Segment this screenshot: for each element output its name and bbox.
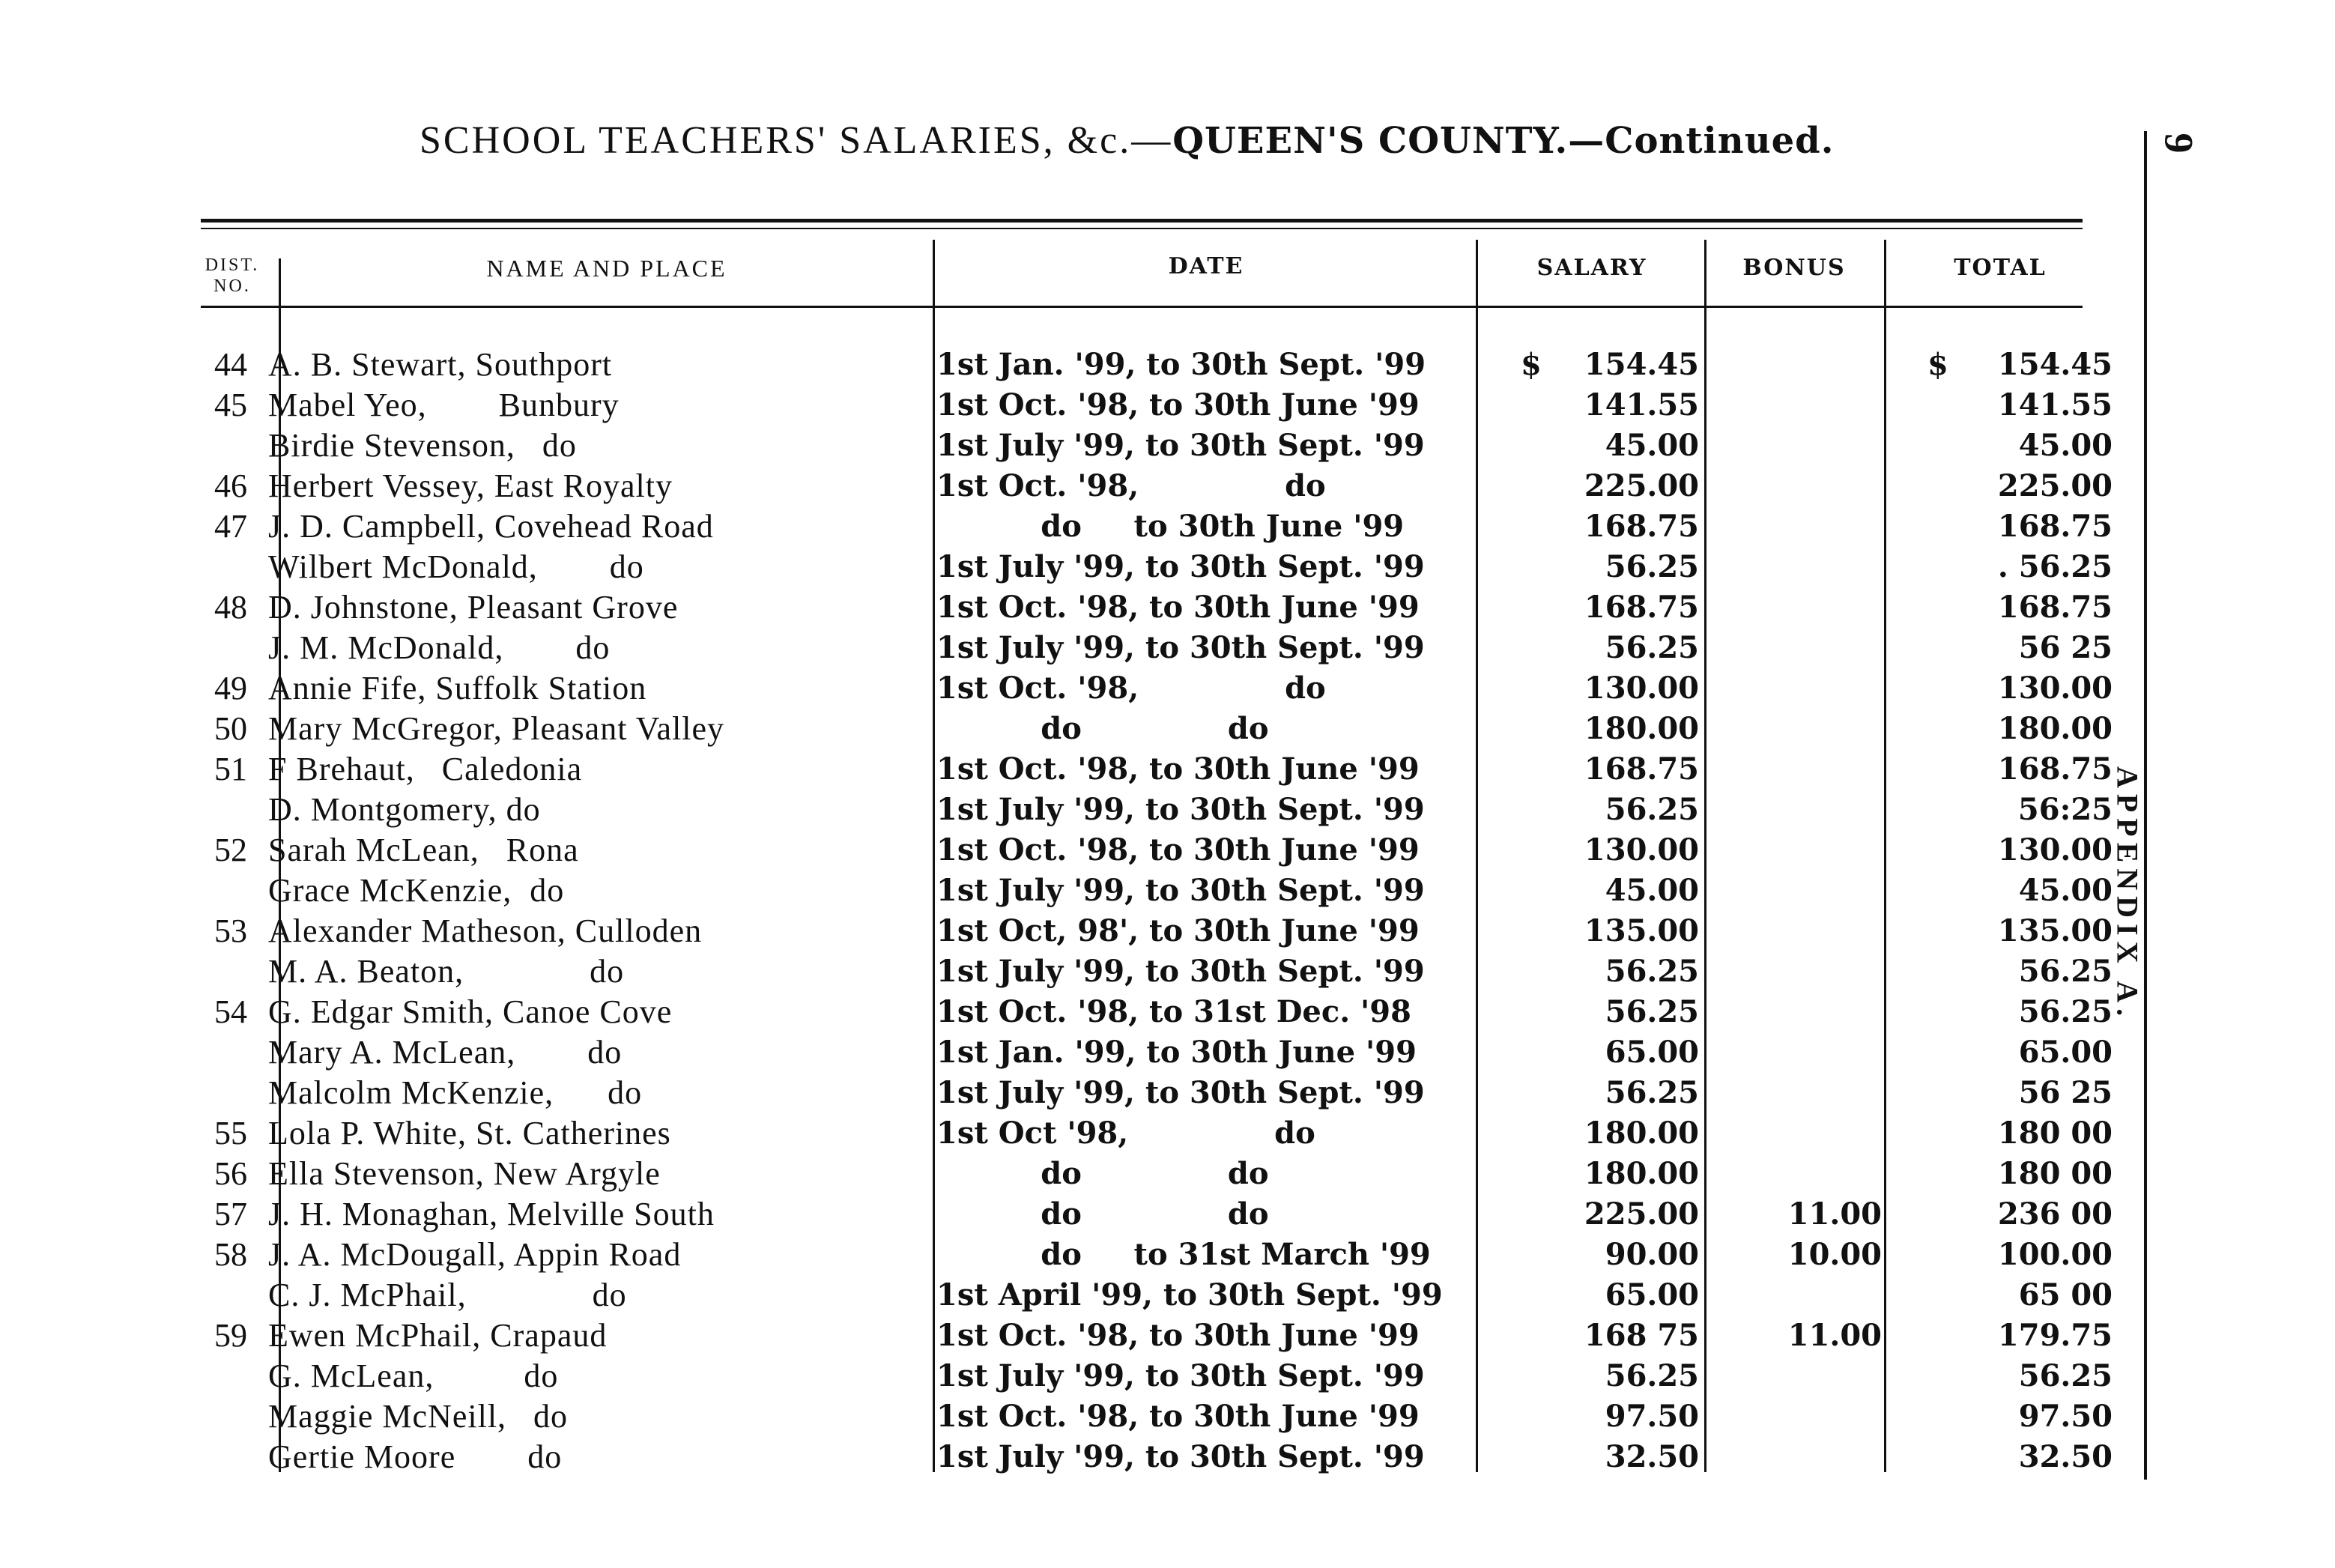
salary-cell: 45.00 (1605, 873, 1699, 908)
date-cell: 1st Oct. '98, to 30th June '99 (936, 751, 1420, 787)
name-place-cell: D. Montgomery, do (268, 791, 541, 828)
total-cell: 45.00 (2018, 873, 2113, 908)
table-row (0, 992, 2335, 1032)
table-row (0, 709, 2335, 749)
total-cell: 56.25 (2018, 954, 2113, 989)
total-cell: 225.00 (1997, 468, 2113, 503)
salary-cell: 180.00 (1584, 711, 1699, 746)
title-part-2: QUEEN'S COUNTY.—Continued. (1172, 120, 1835, 162)
salary-cell: 56.25 (1605, 549, 1699, 584)
salary-cell: 130.00 (1584, 832, 1699, 868)
name-place-cell: Annie Fife, Suffolk Station (268, 670, 647, 706)
date-cell: 1st July '99, to 30th Sept. '99 (936, 1075, 1425, 1110)
bonus-cell: 11.00 (1787, 1318, 1882, 1353)
salary-cell: 56.25 (1605, 954, 1699, 989)
salary-cell: 141.55 (1584, 387, 1699, 423)
salary-cell: 90.00 (1605, 1237, 1699, 1272)
appendix-label: APPENDIX A. (2110, 766, 2145, 1023)
total-cell: 154.45 (1997, 347, 2113, 382)
date-cell: 1st July '99, to 30th Sept. '99 (936, 954, 1425, 989)
total-cell: 179.75 (1997, 1318, 2113, 1353)
name-place-cell: Sarah McLean, Rona (268, 832, 579, 868)
table-row (0, 951, 2335, 992)
date-cell: 1st July '99, to 30th Sept. '99 (936, 549, 1425, 584)
date-cell: 1st July '99, to 30th Sept. '99 (936, 428, 1425, 463)
salary-currency-symbol: $ (1521, 347, 1542, 382)
column-header-salary: SALARY (1536, 255, 1647, 281)
table-row (0, 1194, 2335, 1235)
total-cell: 56.25 (2018, 1358, 2113, 1393)
total-cell: 135.00 (1997, 913, 2113, 948)
date-cell: do do (936, 1196, 1269, 1232)
bonus-cell: 11.00 (1787, 1196, 1882, 1232)
name-place-cell: Lola P. White, St. Catherines (268, 1115, 671, 1151)
name-place-cell: F Brehaut, Caledonia (268, 751, 583, 787)
date-cell: 1st July '99, to 30th Sept. '99 (936, 792, 1425, 827)
date-cell: 1st Oct. '98, do (936, 671, 1326, 706)
column-header-date: DATE (1168, 253, 1244, 279)
date-cell: 1st July '99, to 30th Sept. '99 (936, 1358, 1425, 1393)
column-header-total: TOTAL (1954, 255, 2047, 281)
salary-cell: 56.25 (1605, 1075, 1699, 1110)
date-cell: 1st Oct. '98, to 30th June '99 (936, 1318, 1420, 1353)
salary-cell: 168.75 (1584, 751, 1699, 787)
table-row (0, 1073, 2335, 1113)
name-place-cell: G. Edgar Smith, Canoe Cove (268, 993, 673, 1030)
salary-cell: 180.00 (1584, 1156, 1699, 1191)
total-cell: 56 25 (2018, 630, 2113, 665)
name-place-cell: Grace McKenzie, do (268, 872, 565, 909)
salary-cell: 168.75 (1584, 509, 1699, 544)
name-place-cell: D. Johnstone, Pleasant Grove (268, 589, 679, 626)
date-cell: 1st Oct. '98, to 31st Dec. '98 (936, 994, 1411, 1029)
name-place-cell: J. A. McDougall, Appin Road (268, 1236, 682, 1273)
dist-cell: 57 (214, 1196, 247, 1232)
salary-cell: 97.50 (1605, 1399, 1699, 1434)
total-cell: 168.75 (1997, 751, 2113, 787)
total-cell: 236 00 (1997, 1196, 2113, 1232)
table-row (0, 749, 2335, 790)
salary-cell: 32.50 (1605, 1439, 1699, 1474)
total-cell: 45.00 (2018, 428, 2113, 463)
title-part-1: SCHOOL TEACHERS' SALARIES, &c.— (420, 119, 1173, 162)
name-place-cell: J. H. Monaghan, Melville South (268, 1196, 715, 1232)
column-header-name: NAME AND PLACE (486, 255, 727, 282)
date-cell: 1st Oct. '98, to 30th June '99 (936, 832, 1420, 868)
table-row (0, 830, 2335, 871)
date-cell: do do (936, 1156, 1269, 1191)
table-row (0, 911, 2335, 951)
dist-cell: 47 (214, 508, 247, 545)
salary-cell: 225.00 (1584, 1196, 1699, 1232)
date-cell: do to 31st March '99 (936, 1237, 1431, 1272)
name-place-cell: Ewen McPhail, Crapaud (268, 1317, 608, 1354)
table-row (0, 1396, 2335, 1437)
name-place-cell: Wilbert McDonald, do (268, 548, 644, 585)
table-row (0, 1437, 2335, 1477)
table-row (0, 547, 2335, 587)
total-cell: 65 00 (2018, 1277, 2113, 1313)
page-number: 9 (2156, 133, 2202, 154)
name-place-cell: M. A. Beaton, do (268, 953, 625, 990)
table-row (0, 668, 2335, 709)
salary-cell: 56.25 (1605, 630, 1699, 665)
date-cell: 1st July '99, to 30th Sept. '99 (936, 630, 1425, 665)
salary-cell: 180.00 (1584, 1116, 1699, 1151)
total-cell: 180.00 (1997, 711, 2113, 746)
salary-cell: 56.25 (1605, 792, 1699, 827)
date-cell: 1st Oct. '98, to 30th June '99 (936, 387, 1420, 423)
name-place-cell: Malcolm McKenzie, do (268, 1074, 643, 1111)
table-row (0, 466, 2335, 506)
total-cell: 180 00 (1997, 1116, 2113, 1151)
page-title (420, 118, 1918, 163)
dist-cell: 55 (214, 1115, 247, 1151)
name-place-cell: Mary A. McLean, do (268, 1034, 623, 1071)
total-cell: 130.00 (1997, 832, 2113, 868)
dist-cell: 46 (214, 467, 247, 504)
dist-cell: 45 (214, 387, 247, 423)
date-cell: 1st Oct. '98, to 30th June '99 (936, 1399, 1420, 1434)
name-place-cell: Herbert Vessey, East Royalty (268, 467, 673, 504)
column-header-bonus: BONUS (1742, 255, 1846, 281)
date-cell: 1st Oct, 98', to 30th June '99 (936, 913, 1420, 948)
table-row (0, 1113, 2335, 1154)
salary-cell: 56.25 (1605, 1358, 1699, 1393)
date-cell: 1st July '99, to 30th Sept. '99 (936, 873, 1425, 908)
header-rule-top (201, 219, 2083, 223)
name-place-cell: Alexander Matheson, Culloden (268, 912, 703, 949)
dist-cell: 48 (214, 589, 247, 626)
dist-cell: 58 (214, 1236, 247, 1273)
date-cell: 1st Jan. '99, to 30th Sept. '99 (936, 347, 1426, 382)
table-row (0, 628, 2335, 668)
date-cell: 1st July '99, to 30th Sept. '99 (936, 1439, 1425, 1474)
table-row (0, 385, 2335, 426)
bonus-cell: 10.00 (1787, 1237, 1882, 1272)
table-row (0, 345, 2335, 385)
total-cell: 168.75 (1997, 509, 2113, 544)
total-cell: 65.00 (2018, 1035, 2113, 1070)
total-cell: 32.50 (2018, 1439, 2113, 1474)
total-cell: 56.25 (2018, 994, 2113, 1029)
dist-cell: 59 (214, 1317, 247, 1354)
table-row (0, 1032, 2335, 1073)
table-row (0, 1316, 2335, 1356)
table-row (0, 506, 2335, 547)
name-place-cell: Mabel Yeo, Bunbury (268, 387, 620, 423)
salary-cell: 168 75 (1584, 1318, 1699, 1353)
table-row (0, 587, 2335, 628)
table-row (0, 790, 2335, 830)
name-place-cell: Ella Stevenson, New Argyle (268, 1155, 661, 1192)
dist-cell: 53 (214, 912, 247, 949)
salary-cell: 168.75 (1584, 590, 1699, 625)
dist-cell: 52 (214, 832, 247, 868)
total-cell: 141.55 (1997, 387, 2113, 423)
table-row (0, 1154, 2335, 1194)
date-cell: 1st Oct. '98, to 30th June '99 (936, 590, 1420, 625)
dist-cell: 50 (214, 710, 247, 747)
table-row (0, 1356, 2335, 1396)
name-place-cell: G. McLean, do (268, 1357, 559, 1394)
salary-cell: 135.00 (1584, 913, 1699, 948)
salary-cell: 154.45 (1584, 347, 1699, 382)
name-place-cell: Maggie McNeill, do (268, 1398, 569, 1435)
total-cell: . 56.25 (1997, 549, 2113, 584)
total-cell: 180 00 (1997, 1156, 2113, 1191)
header-rule-bottom (201, 306, 2083, 308)
date-cell: do do (936, 711, 1269, 746)
date-cell: do to 30th June '99 (936, 509, 1405, 544)
dist-cell: 49 (214, 670, 247, 706)
name-place-cell: C. J. McPhail, do (268, 1277, 627, 1313)
total-currency-symbol: $ (1927, 347, 1948, 382)
dist-cell: 56 (214, 1155, 247, 1192)
date-cell: 1st April '99, to 30th Sept. '99 (936, 1277, 1443, 1313)
name-place-cell: J. M. McDonald, do (268, 629, 611, 666)
table-row (0, 426, 2335, 466)
total-cell: 100.00 (1997, 1237, 2113, 1272)
salary-cell: 65.00 (1605, 1035, 1699, 1070)
salary-cell: 45.00 (1605, 428, 1699, 463)
table-row (0, 1235, 2335, 1275)
salary-table (0, 345, 2335, 1477)
name-place-cell: Birdie Stevenson, do (268, 427, 577, 464)
salary-cell: 56.25 (1605, 994, 1699, 1029)
name-place-cell: J. D. Campbell, Covehead Road (268, 508, 714, 545)
salary-cell: 130.00 (1584, 671, 1699, 706)
date-cell: 1st Jan. '99, to 30th June '99 (936, 1035, 1417, 1070)
total-cell: 56 25 (2018, 1075, 2113, 1110)
dist-cell: 54 (214, 993, 247, 1030)
total-cell: 97.50 (2018, 1399, 2113, 1434)
column-header-dist (191, 255, 273, 297)
date-cell: 1st Oct '98, do (936, 1116, 1315, 1151)
salary-cell: 65.00 (1605, 1277, 1699, 1313)
dist-cell: 44 (214, 346, 247, 383)
name-place-cell: A. B. Stewart, Southport (268, 346, 613, 383)
header-rule-thin (201, 228, 2083, 229)
table-row (0, 871, 2335, 911)
total-cell: 168.75 (1997, 590, 2113, 625)
dist-cell: 51 (214, 751, 247, 787)
name-place-cell: Mary McGregor, Pleasant Valley (268, 710, 725, 747)
salary-cell: 225.00 (1584, 468, 1699, 503)
table-row (0, 1275, 2335, 1316)
total-cell: 56:25 (2017, 792, 2113, 827)
date-cell: 1st Oct. '98, do (936, 468, 1326, 503)
name-place-cell: Gertie Moore do (268, 1438, 563, 1475)
total-cell: 130.00 (1997, 671, 2113, 706)
column-header-dist-label: DIST. NO. (205, 255, 260, 296)
